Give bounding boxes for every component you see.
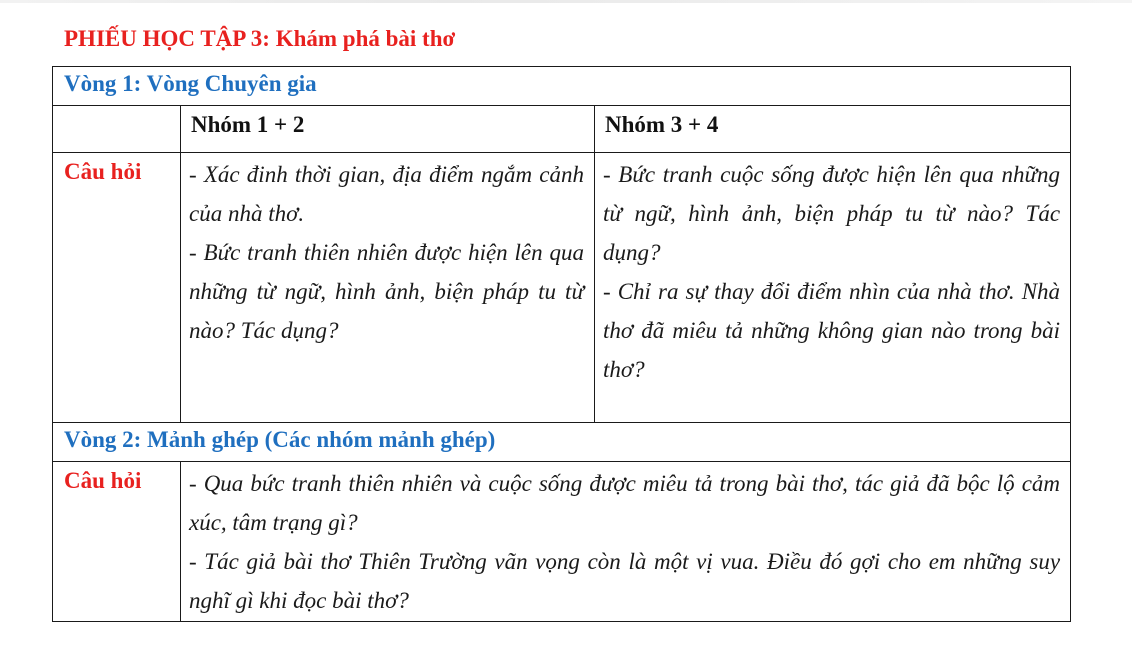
round1-title: Vòng 1: Vòng Chuyên gia bbox=[53, 67, 1071, 106]
round2-questions bbox=[181, 462, 1071, 622]
group-1-2-questions bbox=[181, 153, 595, 423]
group-1-2-question: - Xác đinh thời gian, địa điểm ngắm cảnh của nhà thơ. bbox=[189, 162, 584, 226]
top-divider bbox=[0, 0, 1132, 3]
header-empty-cell bbox=[53, 106, 181, 153]
round2-question-label: Câu hỏi bbox=[53, 462, 181, 622]
round2-title: Vòng 2: Mảnh ghép (Các nhóm mảnh ghép) bbox=[53, 423, 1071, 462]
round1-title-row bbox=[53, 67, 1071, 106]
round2-question: - Tác giả bài thơ Thiên Trường vãn vọng còn là một vị vua. Điều đó gợi cho em những suy nghĩ gì khi đọc bài thơ? bbox=[189, 549, 1061, 613]
group-3-4-questions bbox=[595, 153, 1071, 423]
worksheet-title: PHIẾU HỌC TẬP 3: Khám phá bài thơ bbox=[64, 26, 456, 51]
group-3-4-question: - Bức tranh cuộc sống được hiện lên qua những từ ngữ, hình ảnh, biện pháp tu từ nào? Tác dụng? bbox=[603, 162, 1061, 265]
group-3-4-header: Nhóm 3 + 4 bbox=[595, 106, 1071, 153]
group-1-2-header: Nhóm 1 + 2 bbox=[181, 106, 595, 153]
round2-question: - Qua bức tranh thiên nhiên và cuộc sống được miêu tả trong bài thơ, tác giả đã bộc lộ cảm xúc, tâm trạng gì? bbox=[189, 471, 1061, 535]
group-header-row bbox=[53, 106, 1071, 153]
round2-questions-row bbox=[53, 462, 1071, 622]
round1-question-label: Câu hỏi bbox=[53, 153, 181, 423]
round1-questions-row bbox=[53, 153, 1071, 423]
worksheet-table bbox=[52, 66, 1071, 622]
group-1-2-question: - Bức tranh thiên nhiên được hiện lên qua những từ ngữ, hình ảnh, biện pháp tu từ nào? Tác dụng? bbox=[189, 240, 584, 343]
group-3-4-question: - Chỉ ra sự thay đổi điểm nhìn của nhà thơ. Nhà thơ đã miêu tả những không gian nào trong bài thơ? bbox=[603, 279, 1061, 382]
round2-title-row bbox=[53, 423, 1071, 462]
